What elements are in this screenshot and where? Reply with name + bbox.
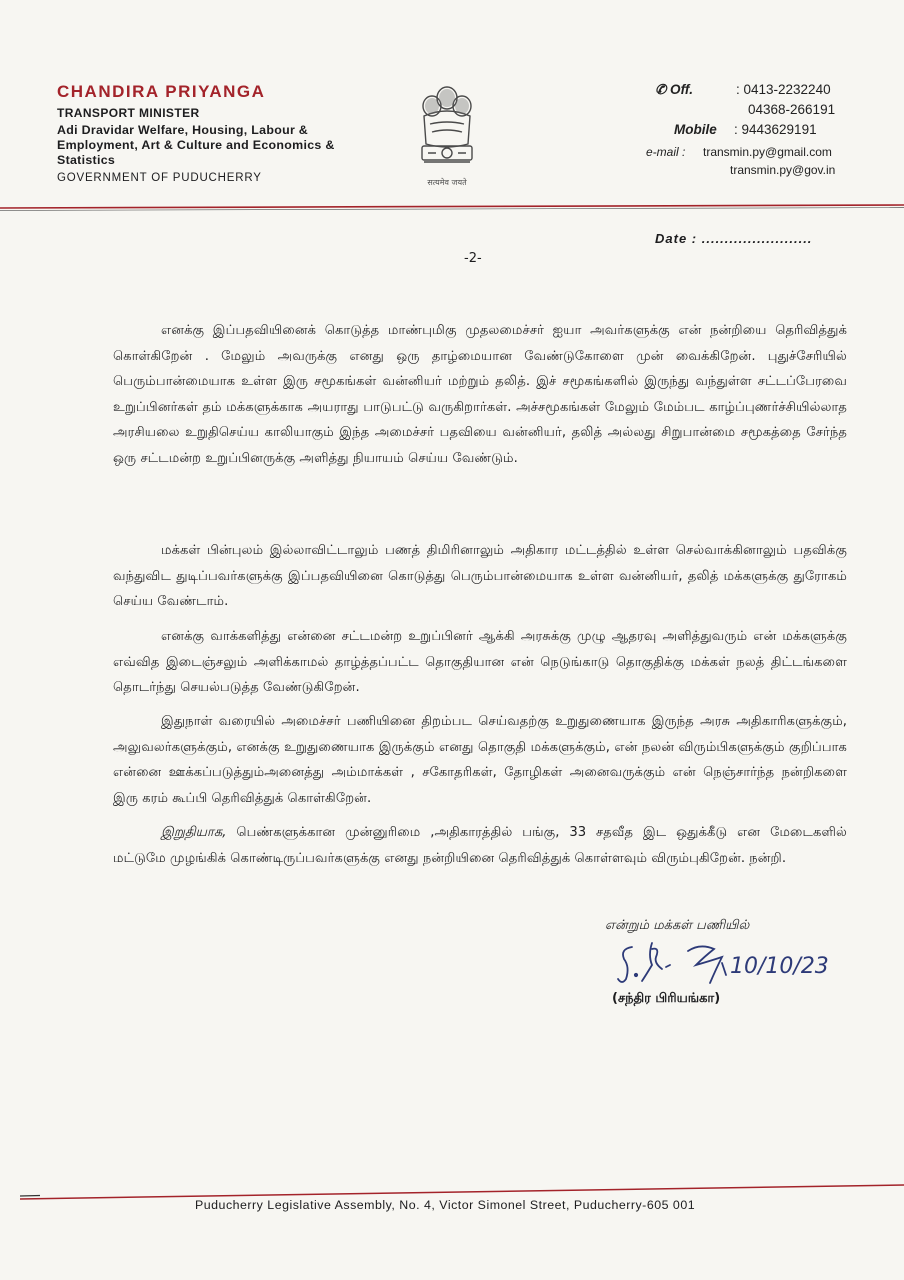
email-2: transmin.py@gov.in [730, 163, 836, 177]
footer-address: Puducherry Legislative Assembly, No. 4, Victor Simonel Street, Puducherry-605 001 [195, 1198, 696, 1212]
paragraph-text: எனக்கு இப்பதவியினைக் கொடுத்த மாண்புமிகு முதலமைச்சர் ஐயா அவர்களுக்கு என் நன்றியை தெரிவித்துக் கொள்கிறேன் . மேலும் அவருக்கு எனது ஒரு தாழ்மையான வேண்டுகோளை முன் வைக்கிறேன். புதுச்சேரியில் பெரும்பான்மையாக உள்ள இரு சமூகங்கள் வன்னியர் மற்றும் தலித். இச் சமூகங்களில் இருந்து வந்துள்ள சட்டப்பேரவை உறுப்பினர்கள் தம் மக்களுக்காக அயராது பாடுபட்டு வருகிறார்கள். அச்சமூகங்கள் மேலும் மேம்பட காழ்ப்புணர்ச்சியில்லாத அரசியலை உறுதிசெய்ய காலியாகும் இந்த அமைச்சர் பதவியை வன்னியர், தலித் அல்லது சிறுபான்மை சமூகத்தை சேர்ந்த ஒரு சட்டமன்ற உறுப்பினருக்கு அளித்து நியாயம் செய்ய வேண்டும். [113, 323, 847, 466]
date-line: Date : ........................ [655, 231, 813, 246]
paragraph-text: பெண்களுக்கான முன்னுரிமை ,அதிகாரத்தில் பங்கு, 33 சதவீத இட ஒதுக்கீடு என மேடைகளில் மட்டுமே முழங்கிக் கொண்டிருப்பவர்களுக்கு எனது நன்றியினை தெரிவித்துக் கொள்ளவும் விரும்புகிறேன். நன்றி. [113, 825, 847, 866]
office-phone-1: : 0413-2232240 [736, 82, 831, 97]
page-number: -2- [464, 251, 482, 266]
paragraph [113, 820, 847, 871]
paragraph-text: எனக்கு வாக்களித்து என்னை சட்டமன்ற உறுப்பினர் ஆக்கி அரசுக்கு முழு ஆதரவு அளித்துவரும் என் மக்களுக்கு எவ்வித இடைஞ்சலும் அளிக்காமல் தாழ்த்தப்பட்ட தொகுதியான என் நெடுங்காடு தொகுதிக்கு மக்கள் நலத் திட்டங்களை தொடர்ந்து செயல்படுத்த வேண்டுகிறேன். [113, 629, 847, 696]
office-phone-2: 04368-266191 [748, 102, 836, 117]
minister-title: TRANSPORT MINISTER [57, 106, 200, 120]
paragraph-text: மக்கள் பின்புலம் இல்லாவிட்டாலும் பணத் திமிரினாலும் அதிகார மட்டத்தில் உள்ள செல்வாக்கினாலும் பதவிக்கு வந்துவிட துடிப்பவர்களுக்கு இப்பதவியினை கொடுத்து பெரும்பான்மையாக உள்ள வன்னியர், தலித் மக்களுக்கு துரோகம் செய்ய வேண்டாம். [113, 543, 847, 610]
letterhead-left [57, 82, 397, 184]
government-name: GOVERNMENT OF PUDUCHERRY [57, 172, 262, 184]
email-label: e-mail : [646, 145, 686, 159]
portfolio [57, 123, 397, 168]
emblem-motto: सत्यमेव जयते [427, 178, 467, 187]
paragraph [113, 624, 847, 701]
paragraph-text: இதுநாள் வரையில் அமைச்சர் பணியினை திறம்பட செய்வதற்கு உறுதுணையாக இருந்த அரசு அதிகாரிகளுக்கும், அலுவலர்களுக்கும், எனக்கு உறுதுணையாக இருக்கும் எனது தொகுதி மக்களுக்கும், என் நலன் விரும்பிகளுக்கும் குறிப்பாக என்னை ஊக்கப்படுத்தும்அனைத்து அம்மாக்கள் , சகோதரிகள், தோழிகள் அனைவருக்கும் என் நெஞ்சார்ந்த நன்றிகளை இரு கரம் கூப்பி தெரிவித்துக் கொள்கிறேன். [113, 714, 847, 806]
minister-name: CHANDIRA PRIYANGA [57, 82, 266, 101]
office-label: ✆ Off. [655, 82, 694, 97]
handwritten-signature [618, 935, 829, 995]
portfolio-line: Statistics [57, 153, 116, 167]
signature-date: 10/10/23 [730, 954, 829, 979]
header-divider [0, 203, 904, 213]
paragraph [113, 709, 847, 811]
mobile-label: Mobile [674, 122, 717, 137]
email-1: transmin.py@gmail.com [703, 145, 832, 159]
paragraph [113, 538, 847, 615]
portfolio-line: Employment, Art & Culture and Economics & [57, 138, 335, 152]
signatory-name: (சந்திர பிரியங்கா) [612, 991, 721, 1006]
portfolio-line: Adi Dravidar Welfare, Housing, Labour & [57, 123, 309, 137]
paragraph [113, 318, 847, 472]
paragraph-lead: இறுதியாக, [161, 825, 227, 840]
closing-line: என்றும் மக்கள் பணியில் [605, 918, 750, 933]
mobile-number: : 9443629191 [734, 122, 817, 137]
